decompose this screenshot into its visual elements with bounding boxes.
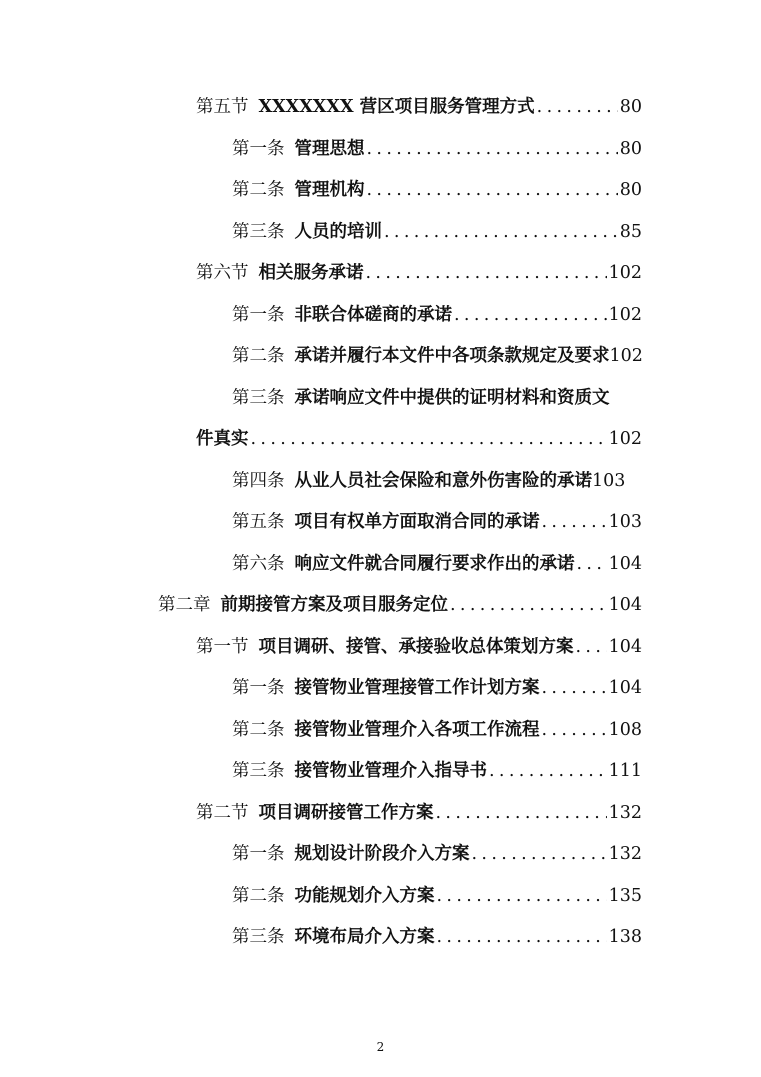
- toc-title: 环境布局介入方案: [294, 927, 435, 947]
- toc-label: 第二节: [196, 803, 249, 823]
- toc-entry[interactable]: [232, 752, 642, 782]
- toc-label: 第二条: [232, 720, 285, 740]
- toc-entry[interactable]: [232, 296, 642, 326]
- toc-entry[interactable]: [232, 877, 642, 907]
- toc-label: 第一条: [232, 139, 285, 159]
- toc-page: 102: [608, 429, 642, 449]
- toc-entry[interactable]: [196, 254, 642, 284]
- toc-label: 第三条: [232, 927, 285, 947]
- toc-entry[interactable]: [196, 88, 642, 118]
- toc-entry[interactable]: [232, 379, 642, 409]
- toc-label: 第四条: [232, 471, 285, 491]
- toc-page: 132: [608, 844, 642, 864]
- toc-title: 接管物业管理接管工作计划方案: [294, 678, 540, 698]
- toc-title: 项目调研、接管、承接验收总体策划方案: [258, 637, 574, 657]
- toc-entry[interactable]: [232, 462, 642, 492]
- toc-entry[interactable]: [232, 669, 642, 699]
- toc-leader: [454, 304, 607, 326]
- toc-title: 承诺并履行本文件中各项条款规定及要求: [294, 346, 610, 366]
- toc-leader: [436, 802, 607, 824]
- toc-page: 104: [608, 595, 642, 615]
- toc-leader: [437, 885, 607, 907]
- toc-title: XXXXXXX 营区项目服务管理方式: [258, 97, 535, 117]
- toc-label: 第二章: [158, 595, 211, 615]
- toc-entry[interactable]: [232, 545, 642, 575]
- toc-leader: [576, 636, 607, 658]
- toc-page: 103: [592, 471, 626, 491]
- toc-title: 件真实: [196, 429, 249, 449]
- toc-title: 项目调研接管工作方案: [258, 803, 434, 823]
- toc-title: 接管物业管理介入指导书: [294, 761, 487, 781]
- toc-leader: [542, 719, 607, 741]
- toc-title: 相关服务承诺: [258, 263, 364, 283]
- toc-leader: [577, 553, 607, 575]
- toc-label: 第二条: [232, 886, 285, 906]
- toc-page: 135: [608, 886, 642, 906]
- toc-leader: [537, 96, 618, 118]
- toc-page: 85: [619, 222, 642, 242]
- toc-label: 第五节: [196, 97, 249, 117]
- toc-page: 104: [608, 678, 642, 698]
- toc-label: 第三条: [232, 222, 285, 242]
- toc-leader: [489, 760, 607, 782]
- toc-title: 管理机构: [294, 180, 365, 200]
- page-number: 2: [376, 1040, 385, 1054]
- toc-page: 108: [608, 720, 642, 740]
- toc-entry[interactable]: [196, 628, 642, 658]
- toc-entry[interactable]: [232, 130, 642, 160]
- toc-title: 承诺响应文件中提供的证明材料和资质文: [294, 388, 610, 408]
- toc-leader: [542, 511, 607, 533]
- toc-page: 132: [608, 803, 642, 823]
- toc-entry[interactable]: [232, 711, 642, 741]
- toc-label: 第二条: [232, 180, 285, 200]
- toc-page: 103: [608, 512, 642, 532]
- toc-leader: [367, 179, 618, 201]
- toc-label: 第二条: [232, 346, 285, 366]
- toc-page: 80: [619, 180, 642, 200]
- toc-leader: [367, 138, 618, 160]
- toc-title: 响应文件就合同履行要求作出的承诺: [294, 554, 575, 574]
- toc-label: 第一条: [232, 678, 285, 698]
- toc-title: 前期接管方案及项目服务定位: [220, 595, 448, 615]
- toc-page: 111: [608, 761, 642, 781]
- toc-page: 102: [608, 263, 642, 283]
- toc-label: 第三条: [232, 761, 285, 781]
- toc-entry[interactable]: [232, 503, 642, 533]
- toc-label: 第三条: [232, 388, 285, 408]
- toc-leader: [437, 926, 607, 948]
- toc-entry[interactable]: [196, 794, 642, 824]
- toc-entry[interactable]: [232, 171, 642, 201]
- toc-page: 104: [608, 554, 642, 574]
- toc-entry[interactable]: [196, 420, 642, 450]
- toc-label: 第五条: [232, 512, 285, 532]
- toc-label: 第一条: [232, 844, 285, 864]
- toc-page: 104: [608, 637, 642, 657]
- toc-title: 接管物业管理介入各项工作流程: [294, 720, 540, 740]
- toc-title: 管理思想: [294, 139, 365, 159]
- toc-leader: [384, 221, 618, 243]
- toc-entry[interactable]: [158, 586, 642, 616]
- toc-page: 102: [609, 346, 643, 366]
- toc-entry[interactable]: [232, 835, 642, 865]
- toc-label: 第一条: [232, 305, 285, 325]
- toc-label: 第六条: [232, 554, 285, 574]
- toc-entry[interactable]: [232, 337, 660, 367]
- toc-page: 80: [619, 97, 642, 117]
- toc-entry[interactable]: [232, 918, 642, 948]
- toc-leader: [450, 594, 607, 616]
- toc-label: 第六节: [196, 263, 249, 283]
- toc-leader: [251, 428, 607, 450]
- toc-title: 从业人员社会保险和意外伤害险的承诺: [294, 471, 592, 491]
- toc-page: 138: [608, 927, 642, 947]
- toc-leader: [366, 262, 607, 284]
- toc-page: 102: [608, 305, 642, 325]
- toc-title: 功能规划介入方案: [294, 886, 435, 906]
- toc-title: 项目有权单方面取消合同的承诺: [294, 512, 540, 532]
- toc-leader: [472, 843, 607, 865]
- toc-title: 非联合体磋商的承诺: [294, 305, 452, 325]
- toc-page: 80: [619, 139, 642, 159]
- toc-title: 人员的培训: [294, 222, 382, 242]
- toc-label: 第一节: [196, 637, 249, 657]
- toc-leader: [542, 677, 607, 699]
- toc-title: 规划设计阶段介入方案: [294, 844, 470, 864]
- toc-entry[interactable]: [232, 213, 642, 243]
